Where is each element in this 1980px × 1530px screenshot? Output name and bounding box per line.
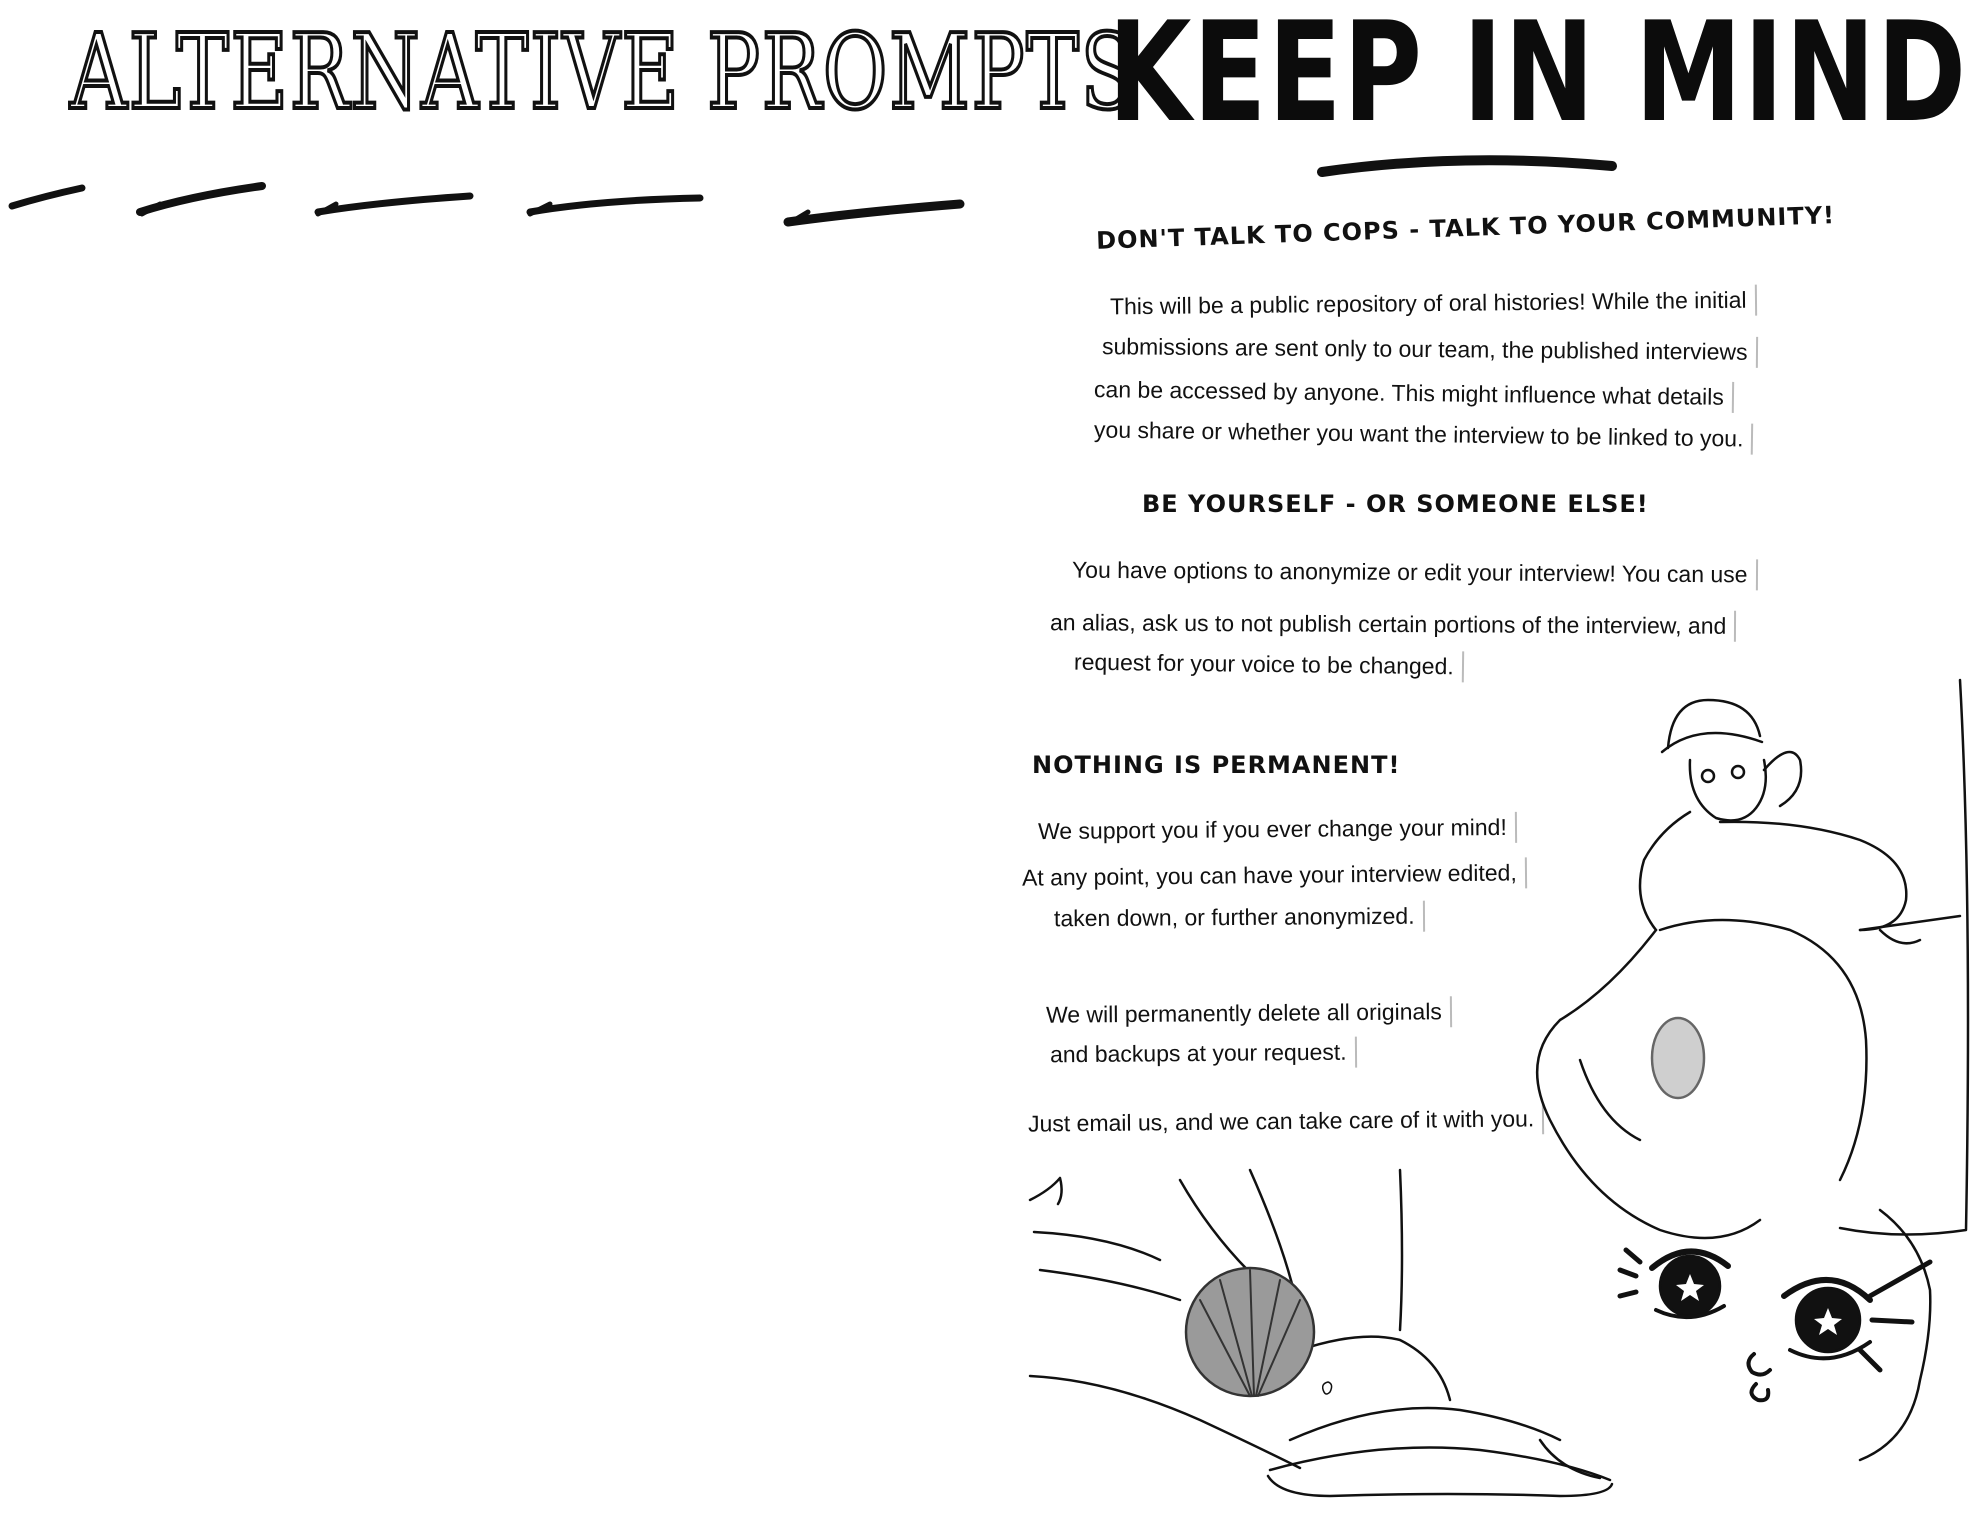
section-text-line: taken down, or further anonymized. [1048, 901, 1425, 935]
section-text-line: you share or whether you want the interview to be linked to you. [1088, 414, 1754, 454]
section-text-line: can be accessed by anyone. This might influence what details [1088, 374, 1734, 413]
section-text-line: an alias, ask us to not publish certain portions of the interview, and [1044, 607, 1736, 642]
section-text-line: submissions are sent only to our team, the published interviews [1096, 331, 1758, 368]
keep-in-mind-title: KEEP IN MIND [1108, 0, 1968, 153]
alternative-prompts-title: ALTERNATIVE PROMPTS [70, 11, 1137, 133]
section-heading-be-yourself: BE YOURSELF - OR SOMEONE ELSE! [1142, 490, 1649, 518]
section-text-line: This will be a public repository of oral histories! While the initial [1104, 285, 1757, 323]
foot-sandal-illustration [1030, 1170, 1612, 1496]
figure-illustration [1537, 680, 1968, 1238]
eyes-illustration [1620, 1210, 1930, 1460]
section-heading-nothing-permanent: NOTHING IS PERMANENT! [1032, 751, 1401, 779]
section-text-line: We will permanently delete all originals [1040, 996, 1452, 1031]
section-text-line: At any point, you can have your interview edited, [1016, 857, 1527, 893]
section-text-line: Just email us, and we can take care of it with you. [1022, 1103, 1545, 1139]
section-text-line: We support you if you ever change your mind! [1032, 812, 1517, 847]
section-heading-cops: DON'T TALK TO COPS - TALK TO YOUR COMMUNITY! [1095, 201, 1836, 255]
section-text-line: request for your voice to be changed. [1068, 647, 1464, 683]
section-text-line: and backups at your request. [1044, 1037, 1357, 1071]
keep-in-mind-underline [0, 0, 1980, 200]
section-text-line: You have options to anonymize or edit your interview! You can use [1066, 555, 1758, 591]
